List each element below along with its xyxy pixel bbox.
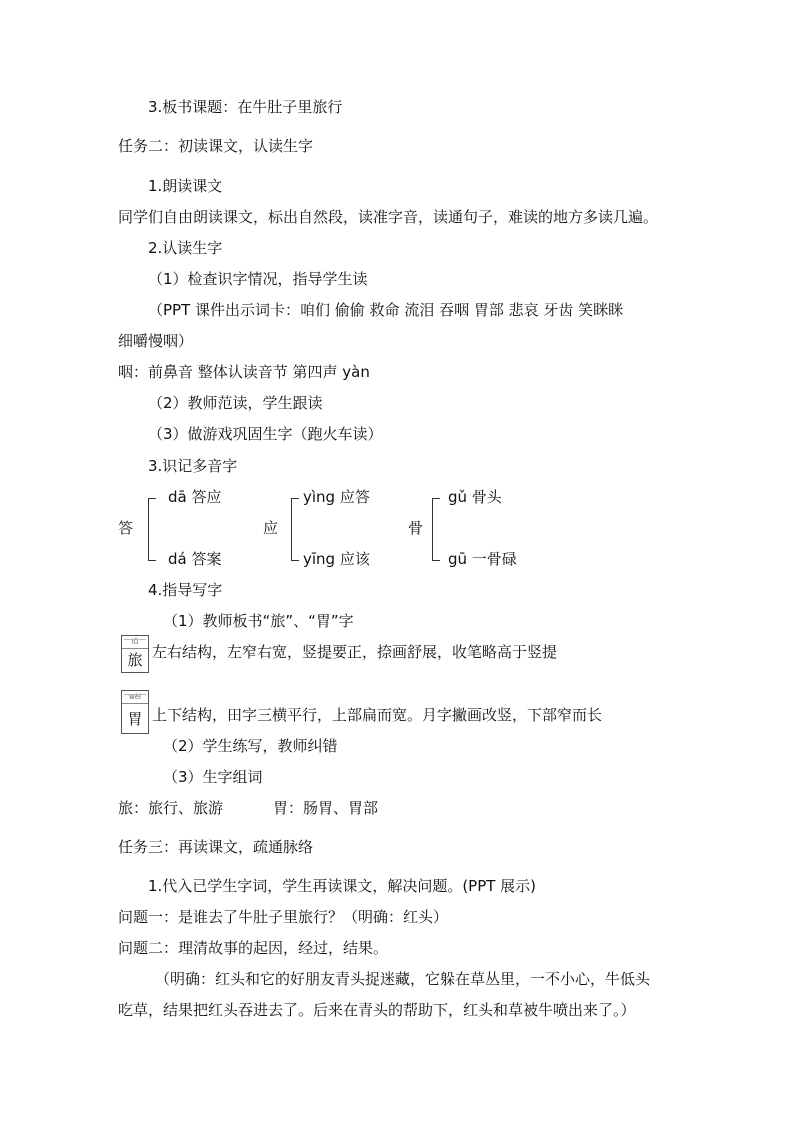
yan-pronunciation-line: 咽：前鼻音 整体认读音节 第四声 yàn (118, 363, 370, 381)
brace (148, 498, 149, 560)
recognize-chars-heading: 2.认读生字 (148, 239, 223, 257)
brace (291, 498, 292, 560)
wei-description: 上下结构，田字三横平行，上部扁而宽。月字撇画改竖，下部窄而长 (152, 706, 603, 724)
wei-pinyin: wèi (122, 691, 148, 704)
polyphone-reading-bottom: gū 一骨碌 (448, 550, 517, 568)
read-text-body: 同学们自由朗读课文，标出自然段，读准字音，读通句子，难读的地方多读几遍。 (118, 208, 659, 226)
question-2: 问题二：理清故事的起因，经过，结果。 (118, 939, 389, 957)
lv-description: 左右结构，左窄右宽，竖提要正，捺画舒展，收笔略高于竖提 (152, 643, 558, 661)
polyphone-reading-bottom: dá 答案 (168, 550, 222, 568)
polyphone-char: 骨 (408, 519, 424, 537)
reread-line: 1.代入已学生字词，学生再读课文，解决问题。(PPT 展示) (148, 877, 537, 895)
ppt-words-line-2: 细嚼慢咽） (118, 332, 194, 350)
wei-character: 胃 (127, 710, 143, 728)
polyphone-char: 应 (263, 519, 279, 537)
lv-character: 旅 (127, 651, 143, 669)
polyphone-reading-top: dā 答应 (168, 488, 222, 506)
wei-writing-box (121, 690, 149, 734)
lv-pinyin: lǚ (122, 636, 148, 649)
polyphone-reading-top: yìng 应答 (303, 488, 370, 506)
word-building-line: （3）生字组词 (163, 768, 263, 786)
words-lv: 旅：旅行、旅游 (118, 799, 224, 817)
task3-heading: 任务三：再读课文，疏通脉络 (118, 838, 314, 856)
question-1: 问题一：是谁去了牛肚子里旅行？（明确：红头） (118, 908, 449, 926)
answer-line-2: 吃草，结果把红头吞进去了。后来在青头的帮助下，红头和草被牛喷出来了。） (118, 1001, 636, 1019)
task2-heading: 任务二：初读课文，认读生字 (118, 137, 314, 155)
teacher-board-line: （1）教师板书“旅”、“胃”字 (163, 612, 354, 630)
teacher-demo-line: （2）教师范读，学生跟读 (148, 394, 323, 412)
writing-guide-heading: 4.指导写字 (148, 581, 223, 599)
lv-writing-box (121, 635, 149, 673)
polyphone-char: 答 (118, 519, 134, 537)
ppt-words-line-1: （PPT 课件出示词卡：咱们 偷偷 救命 流泪 吞咽 胃部 悲哀 牙齿 笑眯眯 (148, 301, 624, 319)
brace (432, 498, 433, 560)
polyphone-heading: 3.识记多音字 (148, 457, 238, 475)
read-text-heading: 1.朗读课文 (148, 177, 223, 195)
check-chars-line: （1）检查识字情况，指导学生读 (148, 270, 368, 288)
practice-line: （2）学生练写，教师纠错 (163, 737, 338, 755)
words-wei: 胃：肠胃、胃部 (273, 799, 379, 817)
polyphone-reading-top: gǔ 骨头 (448, 488, 502, 506)
polyphone-reading-bottom: yīng 应该 (303, 550, 370, 568)
board-title-line: 3.板书课题：在牛肚子里旅行 (148, 98, 343, 116)
answer-line-1: （明确：红头和它的好朋友青头捉迷藏，它躲在草丛里，一不小心，牛低头 (155, 970, 651, 988)
game-line: （3）做游戏巩固生字（跑火车读） (148, 425, 383, 443)
